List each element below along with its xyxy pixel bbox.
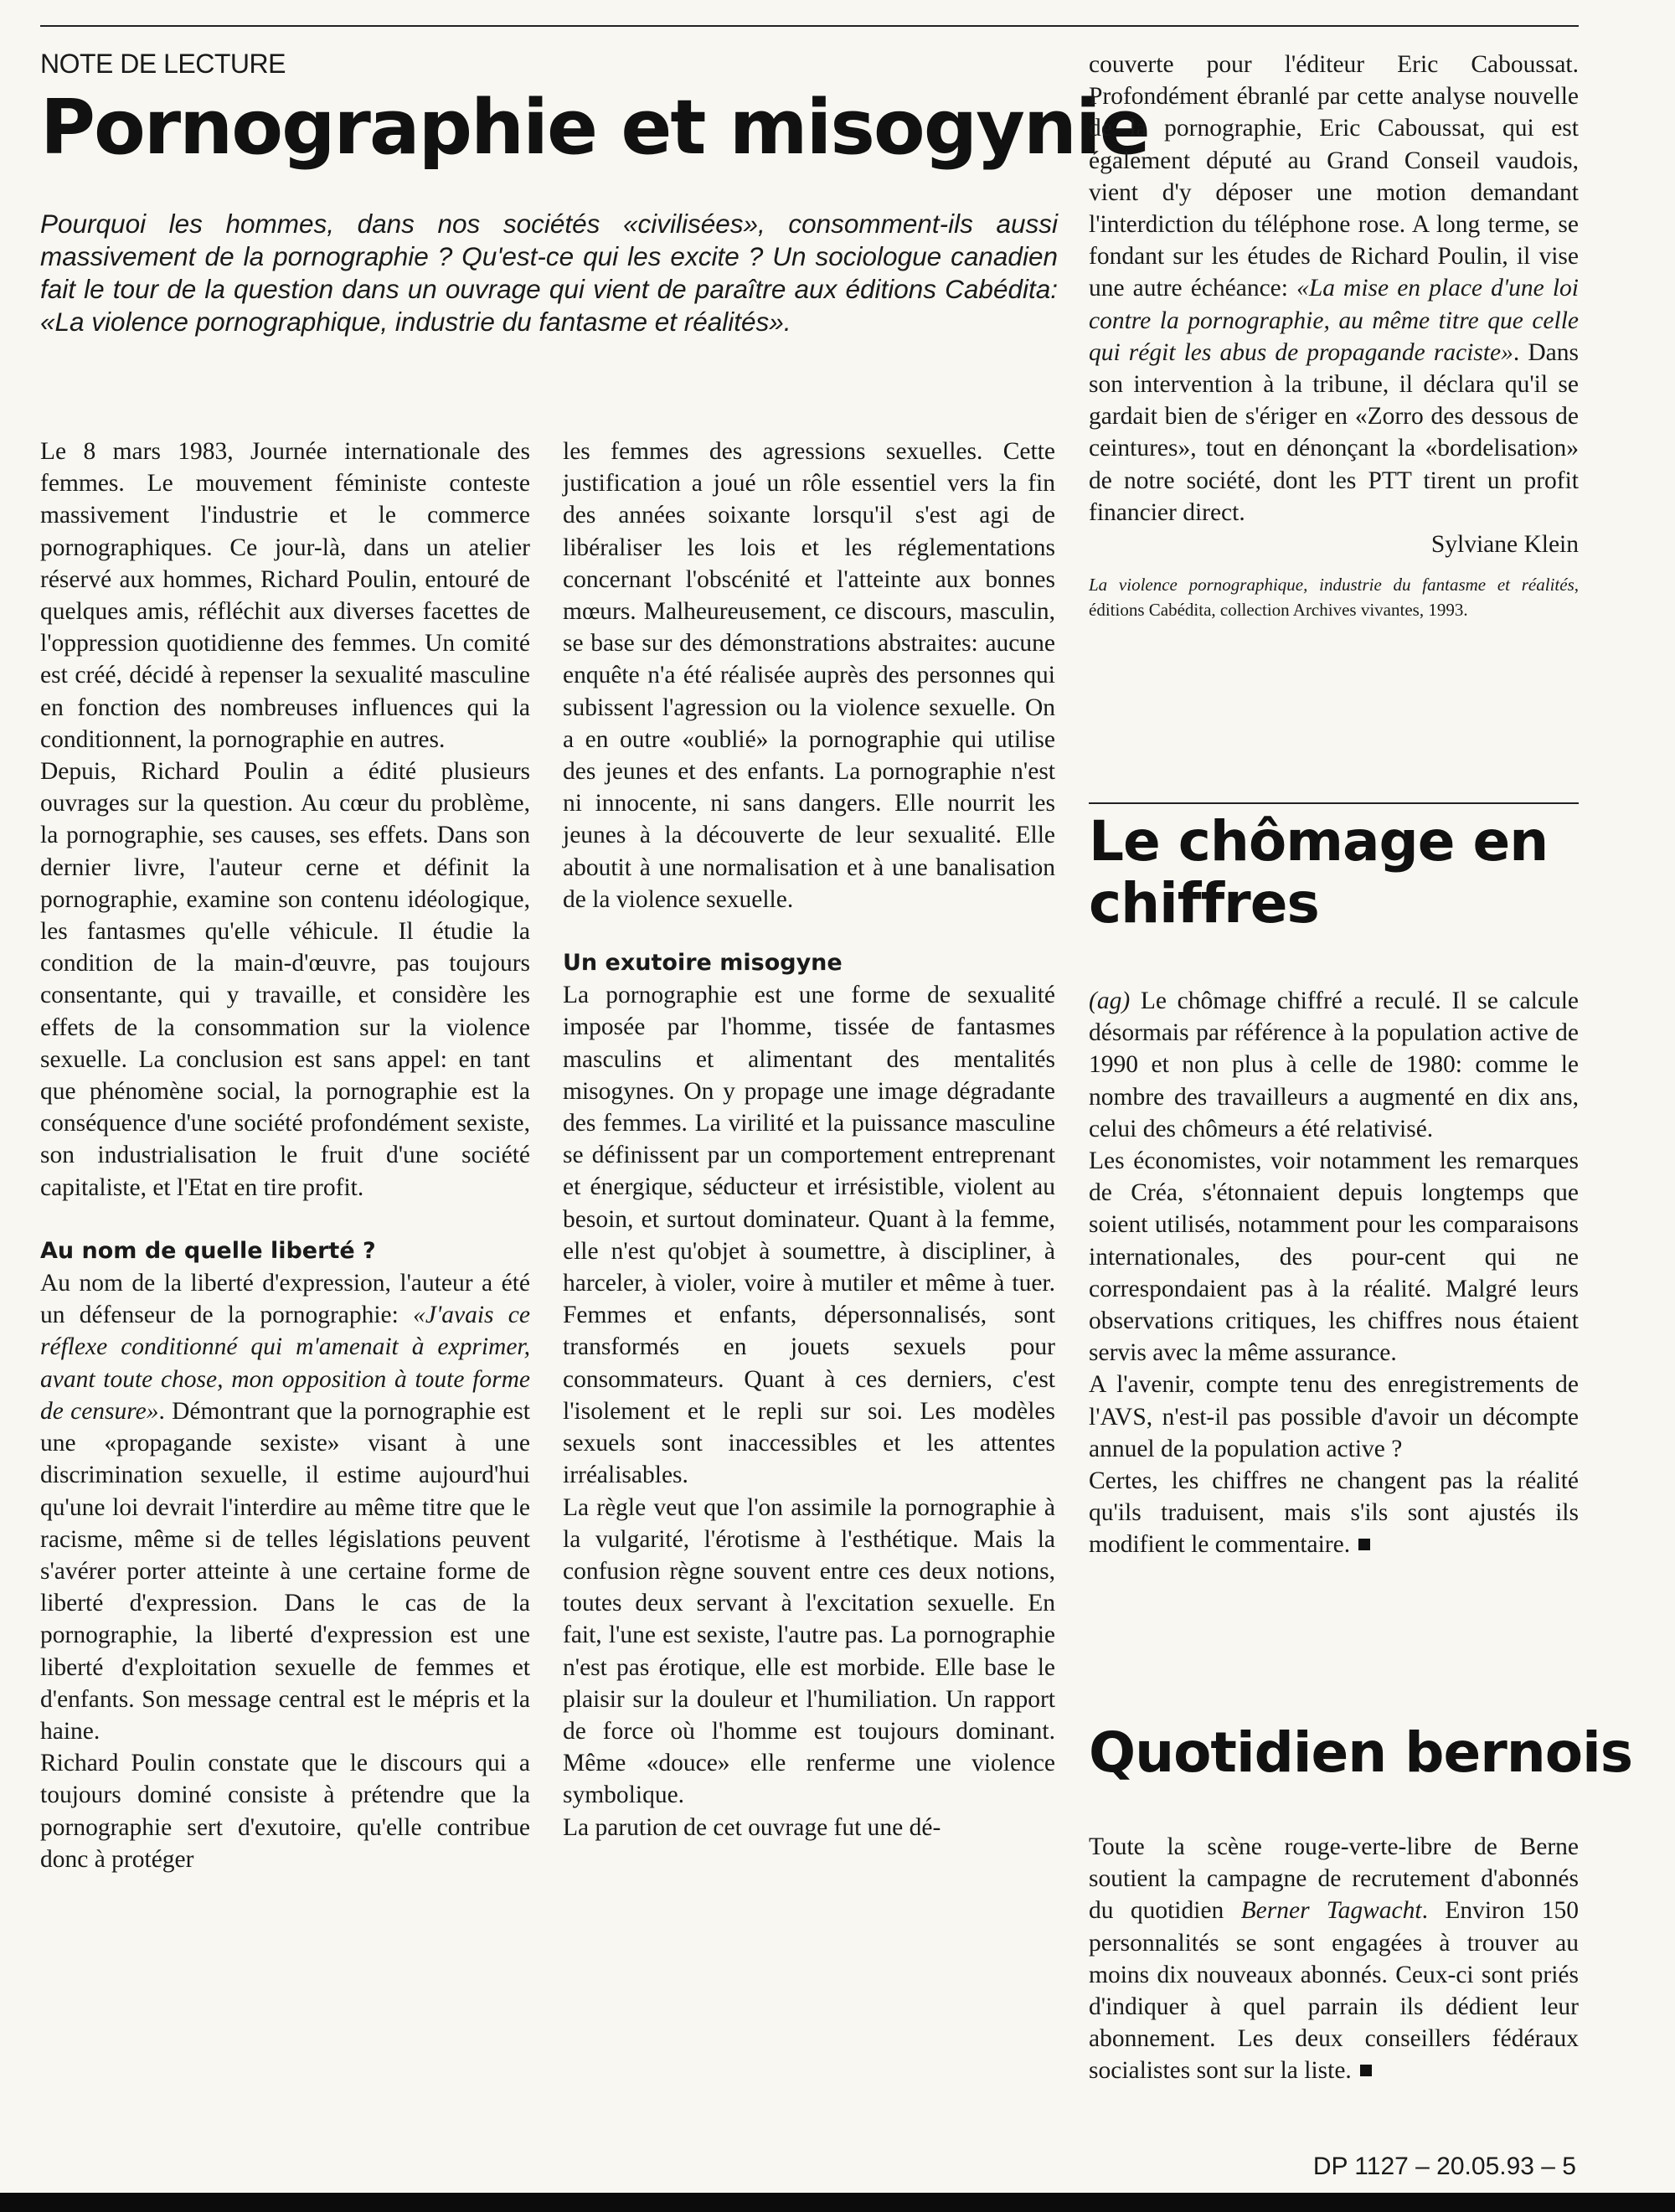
paragraph: A l'avenir, compte tenu des enregistrements de l'AVS, n'est-il pas possible d'avoir un décompte annuel de la population active ?: [1089, 1371, 1579, 1462]
kicker: NOTE DE LECTURE: [40, 49, 286, 79]
top-rule: [40, 25, 1579, 27]
article-title: Pornographie et misogynie: [40, 84, 1149, 172]
paragraph: Au nom de la liberté d'expression, l'auteur a été un défenseur de la pornographie: «J'avais ce réflexe conditionné qui m'amenait à exprimer, avant toute chose, mon opposition à toute forme de censure». Démontrant que la pornographie est une «propagande sexiste» visant à une discrimination sexuelle, il estime aujourd'hui qu'une loi devrait l'interdire au même titre que le racisme, même si de telles législations peuvent s'avérer porter atteinte à une certaine forme de liberté d'expression. Dans le cas de la pornographie, la liberté d'expression est une liberté d'exploitation sexuelle de femmes et d'enfants. Son message central est le mépris et la haine.: [40, 1270, 530, 1745]
end-mark-icon: [1358, 1539, 1370, 1550]
paragraph: Depuis, Richard Poulin a édité plusieurs ouvrages sur la question. Au cœur du problème, la pornographie, ses causes, ses effets. Dans son dernier livre, l'auteur cerne et définit la pornographie, examine son contenu idéologique, les fantasmes qu'elle véhicule. Il étudie la condition de la main-d'œuvre, pas toujours consentante, qui y travaille, et considère les effets de la consommation sur la violence sexuelle. La conclusion est sans appel: en tant que phénomène social, la pornographie est la conséquence d'une société profondément sexiste, son industrialisation le fruit d'une société capitaliste, et l'Etat en tire profit.: [40, 758, 530, 1201]
paragraph: Toute la scène rouge-verte-libre de Berne soutient la campagne de recrutement d'abonnés du quotidien Berner Tagwacht. Environ 150 personnalités se sont engagées à trouver au moins dix nouveaux abonnés. Ceux-ci sont priés d'indiquer à quel parrain ils dédient leur abonnement. Les deux conseillers fédéraux socialistes sont sur la liste.: [1089, 1833, 1579, 2085]
article2-title: Le chômage en chiffres: [1089, 809, 1549, 936]
end-mark-icon: [1360, 2065, 1372, 2076]
subheading: Un exutoire misogyne: [563, 950, 843, 977]
article3-body: [1089, 1831, 1579, 2087]
bottom-bar: [0, 2193, 1675, 2212]
article3-title: Quotidien bernois: [1089, 1720, 1632, 1785]
paragraph: (ag) Le chômage chiffré a reculé. Il se calcule désormais par référence à la population active de 1990 et non plus à celle de 1980: comme le nombre des travailleurs a augmenté en dix ans, celui des chômeurs a été relativisé.: [1089, 987, 1579, 1142]
paragraph: Les économistes, voir notamment les remarques de Créa, s'étonnaient depuis longtemps que soient utilisés, notamment pour les comparaisons internationales, des pour-cent qui ne correspondaient pas à la réalité. Malgré leurs observations critiques, les chiffres nous étaient servis avec la même assurance.: [1089, 1147, 1579, 1367]
paragraph: Certes, les chiffres ne changent pas la réalité qu'ils traduisent, mais s'ils sont ajustés ils modifient le commentaire.: [1089, 1467, 1579, 1559]
subheading: Au nom de quelle liberté ?: [40, 1237, 376, 1264]
paragraph: La règle veut que l'on assimile la pornographie à la vulgarité, l'érotisme à l'esthétique. Mais la confusion règne souvent entre ces deux notions, toutes deux servant à l'excitation sexuelle. En fait, l'une est sexiste, l'autre pas. La pornographie n'est pas érotique, elle est morbide. Elle base le plaisir sur la douleur et l'humiliation. Un rapport de force où l'homme est toujours dominant. Même «douce» elle renferme une violence symbolique.: [563, 1493, 1055, 1809]
article-lead: Pourquoi les hommes, dans nos sociétés «civilisées», consomment-ils aussi massivement de la pornographie ? Qu'est-ce qui les excite ? Un sociologue canadien fait le tour de la question dans un ouvrage qui vient de paraître aux éditions Cabédita: «La violence pornographique, industrie du fantasme et réalités».: [40, 209, 1058, 337]
paragraph: les femmes des agressions sexuelles. Cette justification a joué un rôle essentiel vers la fin des années soixante lorsqu'il s'est agi de libéraliser les lois et les réglementations concernant l'obscénité et l'atteinte aux bonnes mœurs. Malheureusement, ce discours, masculin, se base sur des démonstrations abstraites: aucune enquête n'a été réalisée auprès des personnes qui subissent l'agression ou la violence sexuelle. On a en outre «oublié» la pornographie qui utilise des jeunes et des enfants. La pornographie n'est ni innocente, ni sans dangers. Elle nourrit les jeunes à la découverte de leur sexualité. Elle aboutit à une normalisation et à une banalisation de la violence sexuelle.: [563, 438, 1055, 913]
book-reference: La violence pornographique, industrie du fantasme et réalités, éditions Cabédita, collection Archives vivantes, 1993.: [1089, 575, 1579, 621]
column-3: [1089, 49, 1579, 622]
section-rule: [1089, 802, 1579, 804]
paragraph: La pornographie est une forme de sexualité imposée par l'homme, tissée de fantasmes masculins et alimentant des mentalités misogynes. On y propage une image dégradante des femmes. La virilité et la puissance masculine se définissent par un comportement entreprenant et énergique, séducteur et irrésistible, violent au besoin, et surtout dominateur. Quant à la femme, elle n'est qu'objet à soumettre, à discipliner, à harceler, à violer, voire à mutiler et même à tuer. Femmes et enfants, dépersonnalisés, sont transformés en jouets sexuels pour consommateurs. Quant à ces derniers, c'est l'isolement et le repli sur soi. Les modèles sexuels sont inaccessibles et les attentes irréalisables.: [563, 982, 1055, 1489]
paragraph: Le 8 mars 1983, Journée internationale des femmes. Le mouvement féministe conteste massivement l'industrie et le commerce pornographiques. Ce jour-là, dans un atelier réservé aux hommes, Richard Poulin, entouré de quelques amis, réfléchit aux diverses facettes de l'oppression quotidienne des femmes. Un comité est créé, décidé à repenser la sexualité masculine en fonction des nombreuses influences qui la conditionnent, la pornographie en autres.: [40, 438, 530, 753]
article2-body: [1089, 985, 1579, 1561]
page-footer: DP 1127 – 20.05.93 – 5: [1312, 2153, 1576, 2180]
paragraph: La parution de cet ouvrage fut une dé-: [563, 1813, 941, 1841]
column-2: [563, 436, 1055, 1843]
author-signature: Sylviane Klein: [1430, 531, 1579, 559]
paragraph: Richard Poulin constate que le discours qui a toujours dominé consiste à prétendre que la pornographie sert d'exutoire, qu'elle contribue donc à protéger: [40, 1750, 530, 1873]
column-1: [40, 436, 530, 1875]
paragraph: couverte pour l'éditeur Eric Caboussat. Profondément ébranlé par cette analyse nouvelle de la pornographie, Eric Caboussat, qui est également député au Grand Conseil vaudois, vient d'y déposer une motion demandant l'interdiction du téléphone rose. A long terme, se fondant sur les études de Richard Poulin, il vise une autre échéance: «La mise en place d'une loi contre la pornographie, au même titre que celle qui régit les abus de propagande raciste». Dans son intervention à la tribune, il déclara qu'il se gardait bien de s'ériger en «Zorro des dessous de ceintures», tout en dénonçant la «bordelisation» de notre société, dont les PTT tirent un profit financier direct.: [1089, 51, 1579, 526]
